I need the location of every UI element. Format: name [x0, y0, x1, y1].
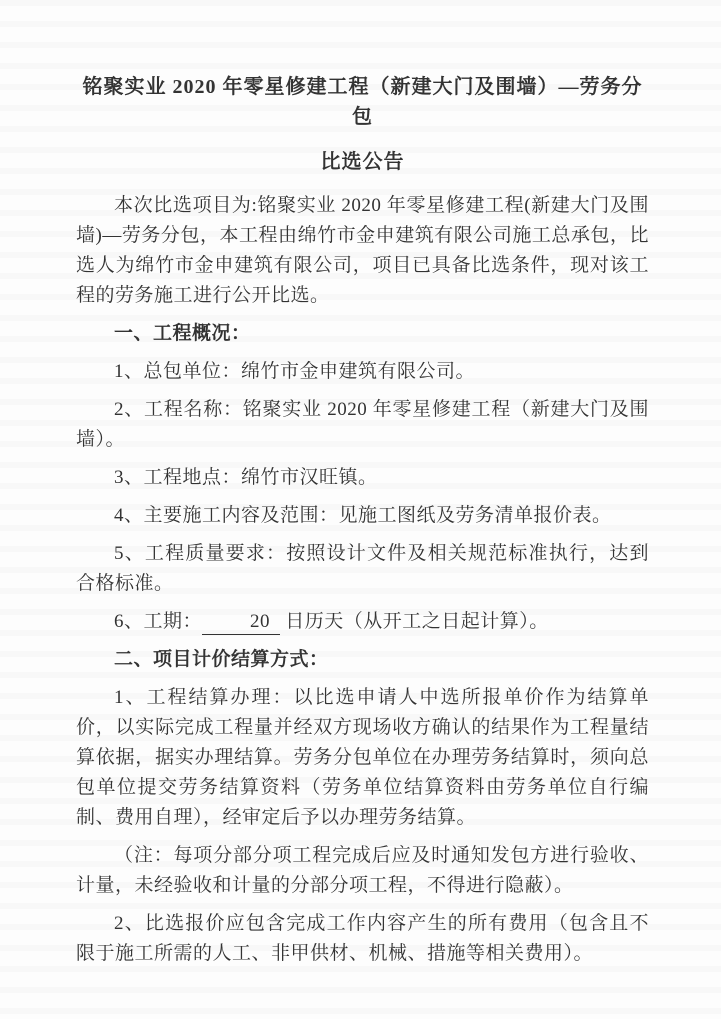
section1-item-contractor: 1、总包单位：绵竹市金申建筑有限公司。	[114, 361, 476, 382]
section1-item-project-name: 2、工程名称：铭聚实业 2020 年零星修建工程（新建大门及围墙）。	[76, 399, 649, 450]
section1-item-quality: 5、工程质量要求：按照设计文件及相关规范标准执行，达到合格标准。	[76, 543, 649, 594]
section2-heading: 二、项目计价结算方式：	[114, 649, 329, 670]
section1-item-location: 3、工程地点：绵竹市汉旺镇。	[114, 467, 378, 488]
section1-heading: 一、工程概况：	[114, 323, 251, 344]
document-title-line2: 比选公告	[320, 151, 405, 173]
section1-item-duration	[76, 607, 649, 637]
section2-paragraph-settlement: 1、工程结算办理：以比选申请人中选所报单价作为结算单价，以实际完成工程量并经双方现场收方确认的结果作为工程量结算依据，据实办理结算。劳务分包单位在办理劳务结算时，须向总包单位提交劳务结算资料（劳务单位结算资料由劳务单位自行编制、费用自理），经审定后予以办理劳务结算。	[76, 687, 649, 828]
section1-item-scope: 4、主要施工内容及范围：见施工图纸及劳务清单报价表。	[114, 505, 612, 526]
section2-paragraph-quote-costs: 2、比选报价应包含完成工作内容产生的所有费用（包含且不限于施工所需的人工、非甲供材、机械、措施等相关费用）。	[76, 913, 649, 964]
section2-paragraph-note: （注：每项分部分项工程完成后应及时通知发包方进行验收、计量，未经验收和计量的分部分项工程，不得进行隐蔽）。	[76, 845, 649, 896]
duration-prefix: 6、工期：	[114, 611, 203, 632]
duration-suffix: 日历天（从开工之日起计算）。	[280, 611, 549, 632]
intro-paragraph: 本次比选项目为:铭聚实业 2020 年零星修建工程(新建大门及围墙)—劳务分包，本工程由绵竹市金申建筑有限公司施工总承包，比选人为绵竹市金申建筑有限公司，项目已具备比选条件，现对该工程的劳务施工进行公开比选。	[76, 195, 649, 306]
document-title-line1: 铭聚实业 2020 年零星修建工程（新建大门及围墙）—劳务分包	[82, 76, 643, 128]
duration-days-value: 20	[202, 610, 280, 635]
